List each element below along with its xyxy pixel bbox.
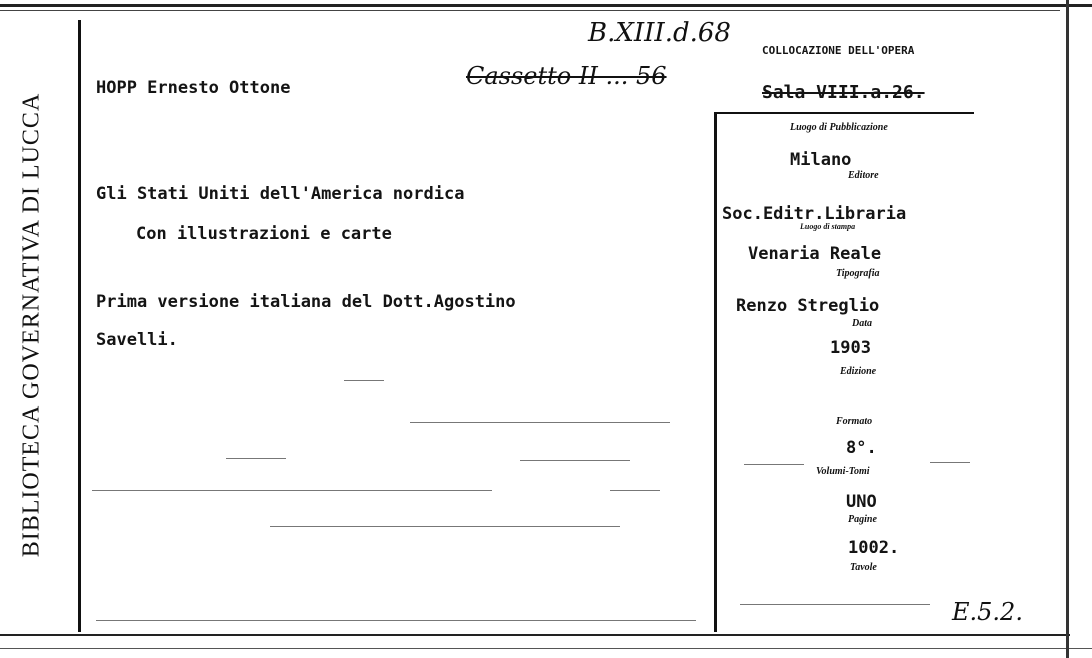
note-line-2: Savelli. — [96, 330, 178, 350]
right-box-top-rule — [714, 112, 974, 114]
faint-dash — [226, 458, 286, 459]
tipografia: Renzo Streglio — [736, 296, 880, 316]
luogo-stampa: Venaria Reale — [748, 244, 882, 264]
data-label: Data — [852, 318, 872, 329]
struck-handwritten-note: Cassetto II ... 56 — [466, 62, 667, 90]
collocation-value: Sala VIII.a.26. — [762, 82, 925, 103]
corner-handwritten: E.5.2. — [952, 598, 1023, 626]
top-border-inner — [0, 10, 1060, 11]
faint-dash — [92, 490, 492, 491]
faint-dash — [520, 460, 630, 461]
shelfmark-handwritten: B.XIII.d.68 — [588, 18, 731, 48]
formato-label: Formato — [836, 416, 873, 427]
collocation-header: COLLOCAZIONE DELL'OPERA — [762, 44, 915, 57]
card-edge — [1066, 0, 1069, 658]
formato: 8°. — [846, 438, 877, 458]
faint-dash — [930, 462, 970, 463]
title-line-2: Con illustrazioni e carte — [136, 224, 392, 244]
pagine-label: Pagine — [848, 514, 877, 525]
data: 1903 — [830, 338, 871, 358]
tipografia-label: Tipografia — [836, 268, 880, 279]
author: HOPP Ernesto Ottone — [96, 78, 291, 98]
faint-dash — [96, 620, 696, 621]
faint-dash — [740, 604, 930, 605]
library-name: BIBLIOTECA GOVERNATIVA DI LUCCA — [18, 92, 45, 558]
faint-dash — [270, 526, 620, 527]
faint-dash — [744, 464, 804, 465]
faint-dash — [610, 490, 660, 491]
volumi-label: Volumi-Tomi — [816, 466, 870, 477]
luogo-stampa-label: Luogo di stampa — [800, 222, 856, 231]
luogo-pubblicazione-label: Luogo di Pubblicazione — [790, 122, 888, 133]
right-box-rule — [714, 112, 717, 632]
editore: Soc.Editr.Libraria — [722, 204, 907, 224]
faint-dash — [410, 422, 670, 423]
bottom-border — [0, 634, 1070, 636]
edizione-label: Edizione — [840, 366, 877, 377]
editore-label: Editore — [848, 170, 879, 181]
bottom-border-outer — [0, 648, 1092, 649]
volumi: UNO — [846, 492, 877, 512]
title-line-1: Gli Stati Uniti dell'America nordica — [96, 184, 465, 204]
note-line-1: Prima versione italiana del Dott.Agostino — [96, 292, 516, 312]
top-border — [0, 4, 1092, 7]
tavole-label: Tavole — [850, 562, 877, 573]
luogo-pubblicazione: Milano — [790, 150, 852, 170]
pagine: 1002. — [848, 538, 900, 558]
left-margin-rule — [78, 20, 81, 632]
faint-dash — [344, 380, 384, 381]
